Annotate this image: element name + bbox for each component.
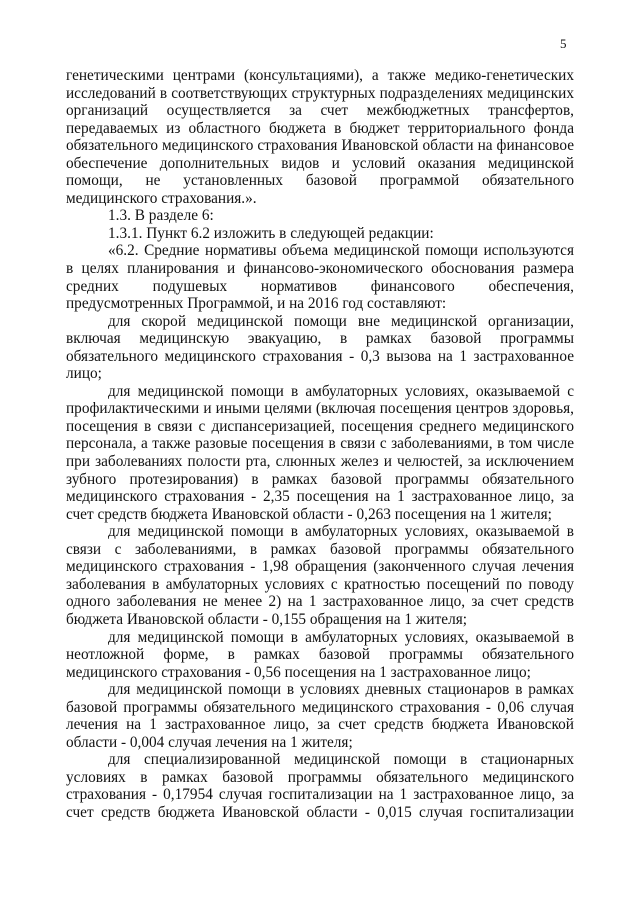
paragraph-continuation: генетическими центрами (консультациями), а также медико-генетических исследований в соответствующих структурных подразделениях медицинских организаций осуществляется за счет межбюджетных трансфертов, передаваемых из областного бюджета в бюджет территориального фонда обязательного медицинского страхования Ивановской области на финансовое обеспечение дополнительных видов и условий оказания медицинской помощи, не установленных базовой программой обязательного медицинского страхования.». — [66, 67, 574, 207]
paragraph-outpatient-preventive-norm: для медицинской помощи в амбулаторных условиях, оказываемой с профилактическими и иными целями (включая посещения центров здоровья, посещения в связи с диспансеризацией, посещения среднего медицинского персонала, а также разовые посещения в связи с заболеваниями, в том числе при заболеваниях полости рта, слюнных желез и челюстей, за исключением зубного протезирования) в рамках базовой программы обязательного медицинского страхования - 2,35 посещения на 1 застрахованное лицо, за счет средств бюджета Ивановской области - 0,263 посещения на 1 жителя; — [66, 382, 574, 523]
document-body — [66, 67, 574, 822]
paragraph-ambulance-norm: для скорой медицинской помощи вне медицинской организации, включая медицинскую эвакуацию, в рамках базовой программы обязательного медицинского страхования - 0,3 вызова на 1 застрахованное лицо; — [66, 312, 574, 383]
page-number: 5 — [560, 36, 567, 51]
paragraph-inpatient-norm: для специализированной медицинской помощи в стационарных условиях в рамках базовой программы обязательного медицинского страхования - 0,17954 случая госпитализации на 1 застрахованное лицо, за счет средств бюджета Ивановской области - 0,015 случая госпитализации — [66, 751, 574, 821]
paragraph-item-6-2-intro: «6.2. Средние нормативы объема медицинской помощи используются в целях планирования и финансово-экономического обоснования размера средних подушевых нормативов финансового обеспечения, предусмотренных Программой, и на 2016 год составляют: — [66, 242, 574, 313]
paragraph-day-hospital-norm: для медицинской помощи в условиях дневных стационаров в рамках базовой программы обязательного медицинского страхования - 0,06 случая лечения на 1 застрахованное лицо, за счет средств бюджета Ивановской области - 0,004 случая лечения на 1 жителя; — [66, 681, 574, 751]
paragraph-outpatient-disease-norm: для медицинской помощи в амбулаторных условиях, оказываемой в связи с заболеваниями, в рамках базовой программы обязательного медицинского страхования - 1,98 обращения (законченного случая лечения заболевания в амбулаторных условиях с кратностью посещений по поводу одного заболевания не менее 2) на 1 застрахованное лицо, за счет средств бюджета Ивановской области - 0,155 обращения на 1 жителя; — [66, 523, 574, 628]
paragraph-item-6-2-instruction: 1.3.1. Пункт 6.2 изложить в следующей редакции: — [108, 224, 434, 242]
paragraph-outpatient-urgent-norm: для медицинской помощи в амбулаторных условиях, оказываемой в неотложной форме, в рамках базовой программы обязательного медицинского страхования - 0,56 посещения на 1 застрахованное лицо; — [66, 628, 574, 681]
paragraph-section-6-heading: 1.3. В разделе 6: — [108, 207, 214, 225]
